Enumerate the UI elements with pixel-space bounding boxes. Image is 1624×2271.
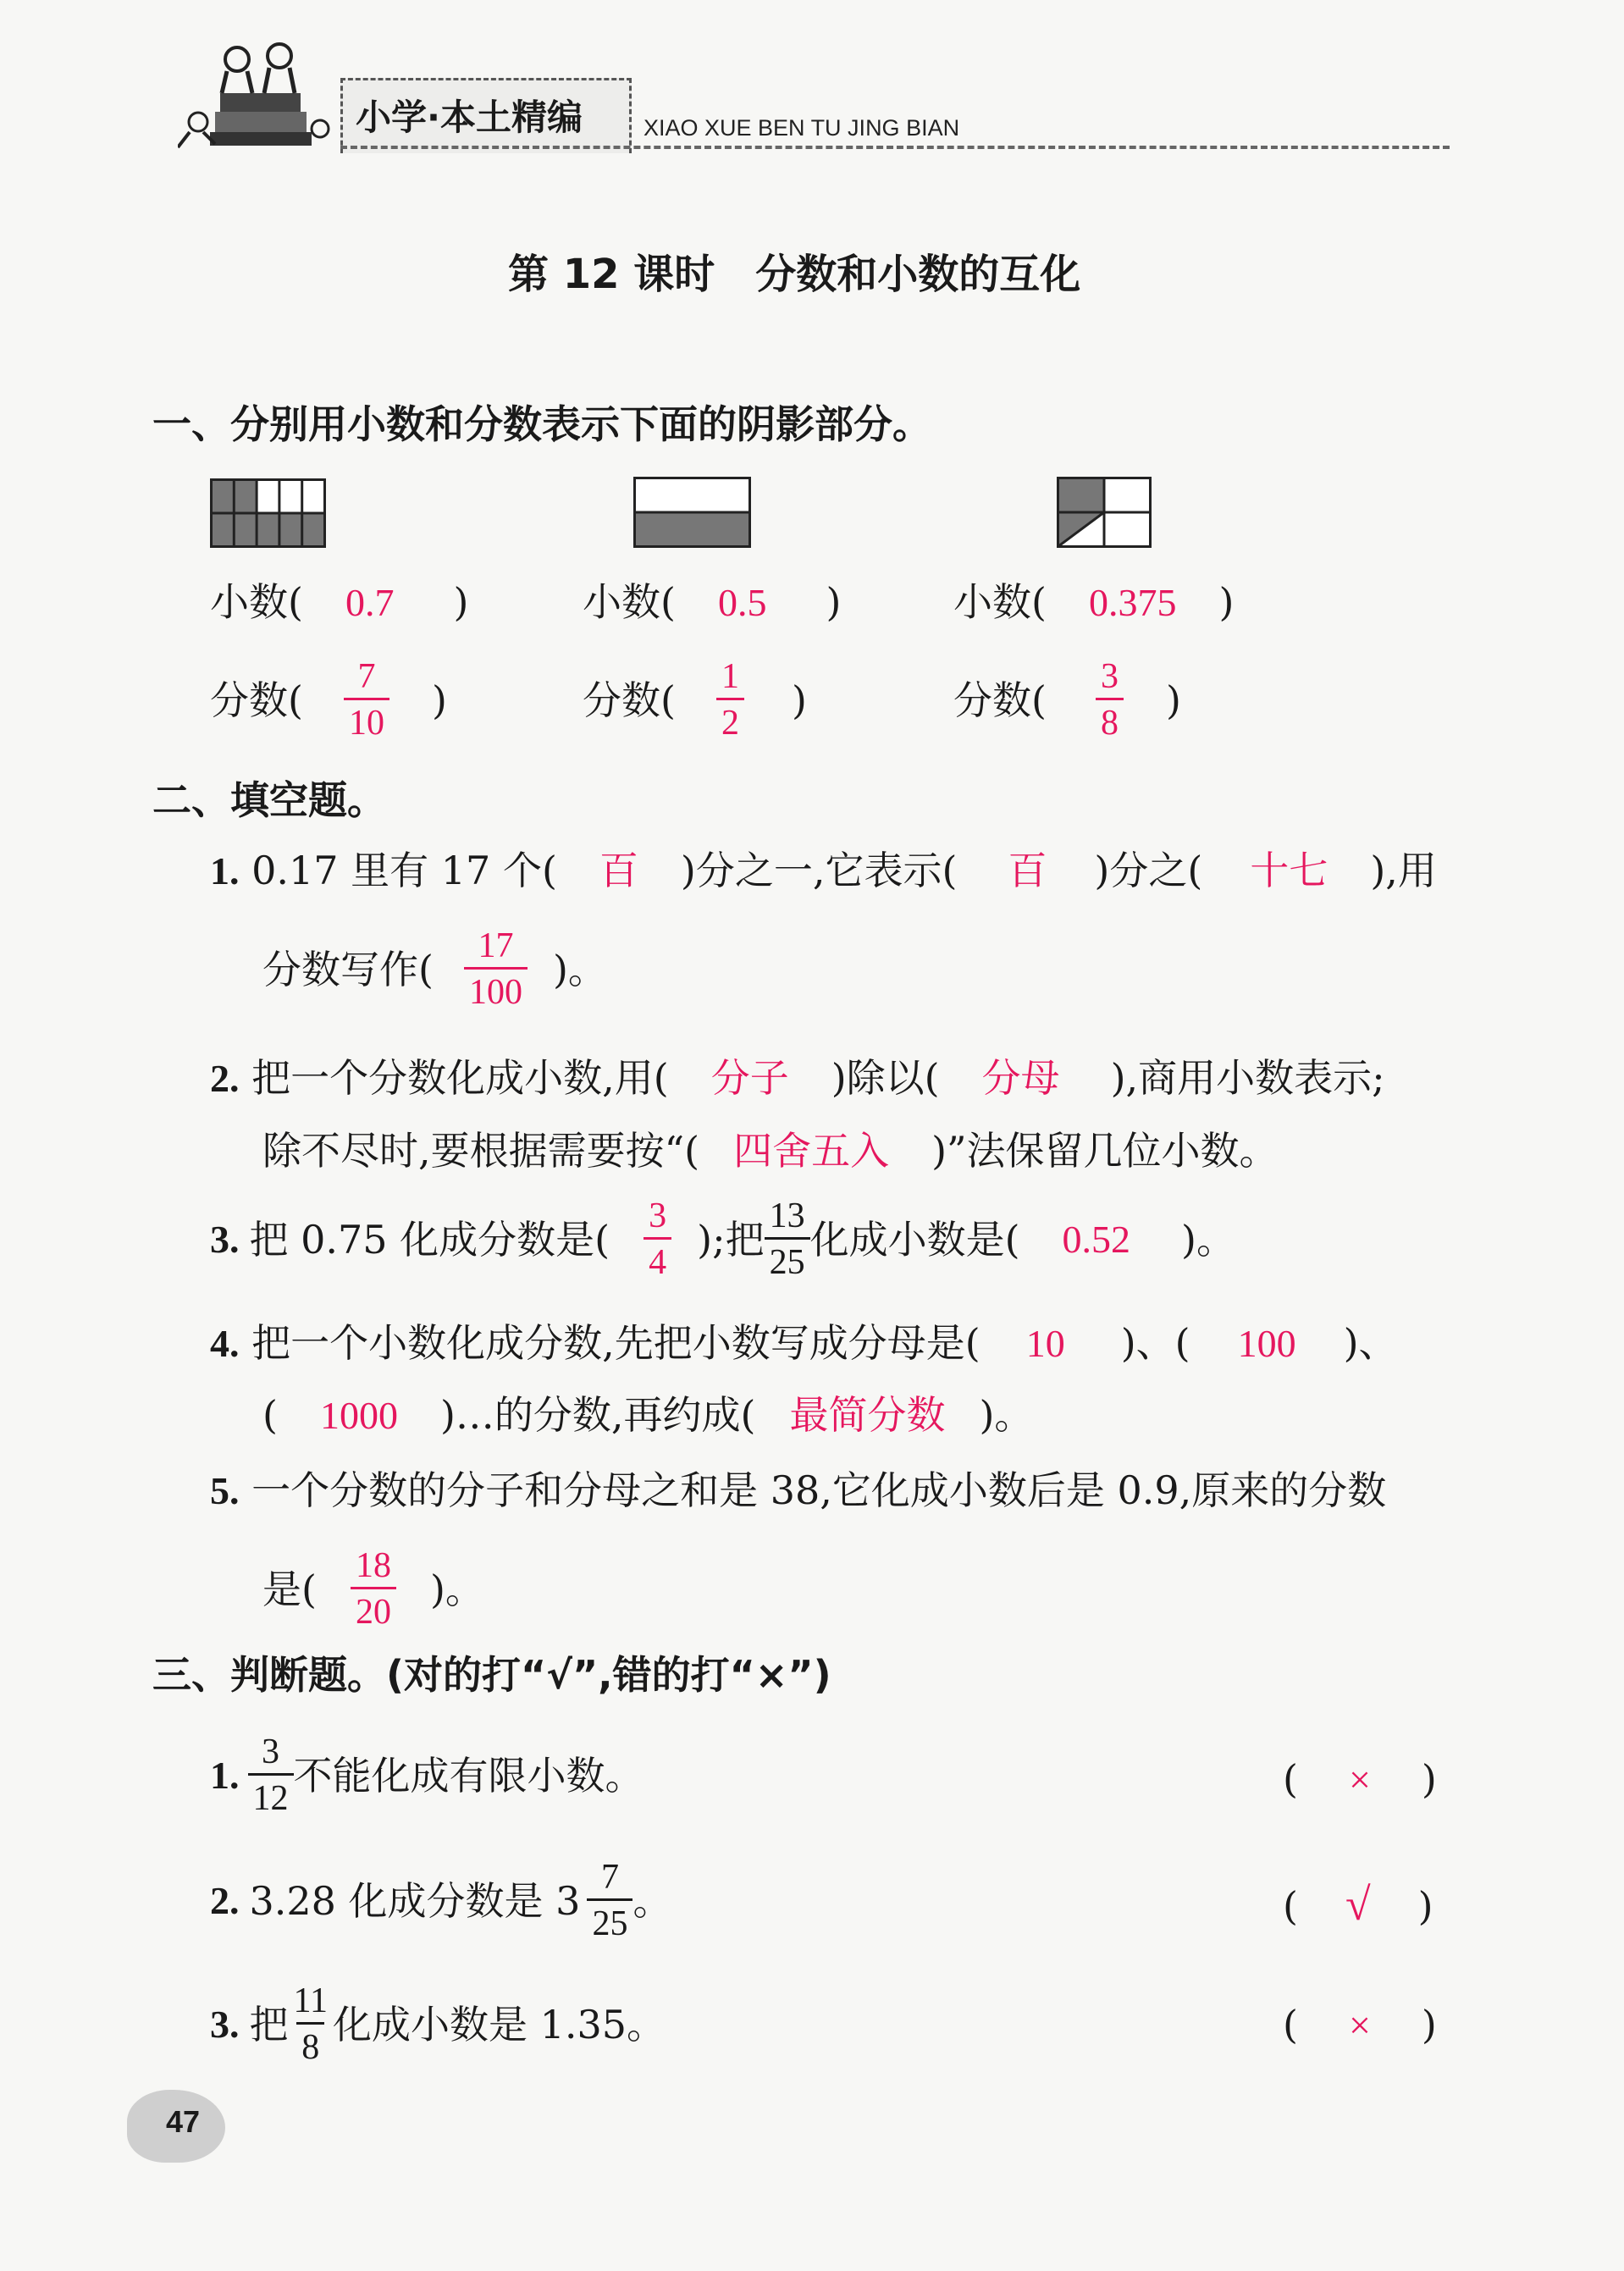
question-text: )分之(: [1094, 848, 1203, 893]
question-text: )…的分数,再约成(: [439, 1392, 756, 1438]
question-text: )分之一,它表示(: [680, 848, 958, 893]
answer-fraction: [644, 1198, 671, 1280]
close-paren: ): [431, 677, 447, 723]
question-text: 。: [632, 1877, 672, 1924]
question-text: )、(: [1120, 1320, 1190, 1366]
answer-blank: 四舍五入: [733, 1130, 890, 1173]
decimal-line-1: [210, 579, 469, 625]
decimal-line-3: [953, 579, 1235, 625]
denominator: 10: [344, 698, 389, 741]
judge-question-1: [210, 1734, 644, 1816]
judge-question-3: [210, 1983, 666, 2065]
judge-question-2: [210, 1859, 671, 1942]
close-paren: ): [1165, 677, 1181, 723]
shaded-grid-figure-1: [210, 478, 326, 548]
judge-answer-1: [1283, 1756, 1437, 1802]
page-number: 47: [166, 2104, 201, 2139]
question-text: 3.28 化成分数是 3: [249, 1877, 581, 1924]
question-text: )。: [1181, 1216, 1235, 1263]
question-text: 不能化成有限小数。: [293, 1752, 644, 1799]
denominator: 2: [716, 698, 744, 741]
decimal-label: 小数(: [583, 579, 676, 625]
fill-question-2-line-1: [210, 1055, 1385, 1101]
question-number: 4.: [210, 1322, 240, 1365]
answer-blank: 分母: [981, 1057, 1060, 1100]
question-text: 分数写作(: [262, 946, 434, 992]
fill-question-4-line-1: [210, 1320, 1398, 1366]
answer-blank: 百: [599, 849, 638, 892]
question-fraction: [248, 1734, 294, 1816]
question-text: 化成小数是(: [809, 1216, 1020, 1263]
close-paren: ): [453, 579, 469, 625]
close-paren: ): [1421, 1756, 1437, 1802]
denominator: 12: [248, 1773, 294, 1816]
question-text: 化成小数是 1.35。: [332, 2001, 666, 2047]
judge-mark: ×: [1348, 1758, 1371, 1801]
question-text: 把一个小数化成分数,先把小数写成分母是(: [251, 1320, 980, 1366]
question-text: )。: [979, 1392, 1034, 1438]
question-number: 3.: [210, 2002, 240, 2046]
lesson-title: 第 12 课时 分数和小数的互化: [508, 251, 1081, 298]
numerator: 3: [1100, 657, 1119, 696]
question-text: )”法保留几位小数。: [931, 1128, 1279, 1174]
answer-blank: 最简分数: [789, 1394, 946, 1437]
numerator: 13: [769, 1196, 805, 1235]
denominator: 25: [765, 1237, 810, 1280]
answer-blank: 0.52: [1062, 1217, 1131, 1261]
header-series-pinyin: XIAO XUE BEN TU JING BIAN: [644, 115, 960, 141]
section1-heading: 一、分别用小数和分数表示下面的阴影部分。: [152, 401, 931, 447]
answer-fraction-2: [716, 659, 744, 741]
fill-question-5-line-1: [210, 1467, 1387, 1513]
question-fraction: [289, 1983, 333, 2065]
denominator: 20: [351, 1587, 396, 1630]
fraction-line-1: [210, 659, 447, 741]
question-number: 3.: [210, 1217, 240, 1261]
header-illustration: [178, 34, 330, 152]
close-paren: ): [1417, 1883, 1433, 1929]
question-text: 0.17 里有 17 个(: [251, 848, 557, 893]
numerator: 1: [721, 657, 739, 696]
close-paren: ): [1421, 2002, 1437, 2047]
question-text: ),商用小数表示;: [1110, 1055, 1385, 1101]
answer-blank: 10: [1025, 1322, 1065, 1365]
denominator: 100: [464, 967, 528, 1010]
close-paren: ): [826, 579, 842, 625]
judge-mark: ×: [1348, 2003, 1371, 2047]
close-paren: ): [1218, 579, 1235, 625]
answer-fraction: [464, 928, 528, 1010]
shaded-grid-figure-2: [633, 477, 751, 548]
fill-question-2-line-2: [262, 1128, 1279, 1174]
numerator: 7: [600, 1858, 619, 1897]
answer-fraction-1: [344, 659, 389, 741]
question-fraction: [587, 1859, 632, 1942]
answer-blank: 100: [1237, 1322, 1296, 1365]
fill-question-3: [210, 1198, 1235, 1280]
answer-blank: 百: [1008, 849, 1047, 892]
decimal-label: 小数(: [953, 579, 1047, 625]
shaded-grid-figure-3: [1057, 477, 1152, 548]
judge-answer-3: [1283, 2002, 1437, 2047]
answer-fraction-3: [1096, 659, 1124, 741]
decimal-line-2: [583, 579, 842, 625]
question-text: )除以(: [831, 1055, 940, 1101]
numerator: 7: [357, 657, 376, 696]
fill-question-1-line-2: [262, 928, 607, 1010]
denominator: 25: [587, 1898, 632, 1942]
numerator: 11: [293, 1981, 328, 2020]
numerator: 3: [649, 1196, 667, 1235]
question-number: 1.: [210, 849, 240, 892]
fraction-line-3: [953, 659, 1181, 741]
question-fraction: [765, 1198, 810, 1280]
answer-fraction: [351, 1548, 396, 1630]
answer-blank: 分子: [710, 1057, 789, 1100]
close-paren: ): [791, 677, 807, 723]
question-text: 一个分数的分子和分母之和是 38,它化成小数后是 0.9,原来的分数: [251, 1467, 1387, 1513]
header-series-title: 小学·本土精编: [356, 97, 583, 138]
question-text: 把 0.75 化成分数是(: [249, 1216, 610, 1263]
answer-blank: 1000: [319, 1394, 398, 1437]
numerator: 18: [355, 1546, 391, 1585]
open-paren: (: [1283, 1883, 1298, 1929]
section2-heading: 二、填空题。: [152, 777, 386, 823]
section3-heading: 三、判断题。(对的打“√”,错的打“×”): [152, 1652, 831, 1698]
decimal-label: 小数(: [210, 579, 303, 625]
fraction-label: 分数(: [953, 677, 1047, 723]
denominator: 8: [1096, 698, 1124, 741]
question-text: )。: [552, 946, 607, 992]
question-text: )。: [429, 1566, 484, 1612]
question-text: 除不尽时,要根据需要按“(: [262, 1128, 700, 1174]
reading-children-icon: [178, 34, 330, 152]
question-text: 是(: [262, 1566, 317, 1612]
question-text: 把一个分数化成小数,用(: [251, 1055, 669, 1101]
question-number: 1.: [210, 1753, 240, 1797]
open-paren: (: [1283, 2002, 1298, 2047]
judge-answer-2: [1283, 1879, 1433, 1930]
question-text: 把: [249, 2001, 289, 2047]
question-text: )、: [1343, 1320, 1398, 1366]
numerator: 17: [478, 926, 514, 965]
fill-question-4-line-2: [262, 1392, 1034, 1438]
header-divider: [340, 146, 1450, 149]
answer-blank: 十七: [1250, 849, 1328, 892]
numerator: 3: [262, 1732, 279, 1771]
answer-decimal-1: 0.7: [345, 581, 395, 624]
question-text: (: [262, 1392, 278, 1438]
fraction-label: 分数(: [583, 677, 676, 723]
question-number: 5.: [210, 1469, 240, 1512]
fraction-line-2: [583, 659, 807, 741]
fill-question-1-line-1: [210, 848, 1437, 893]
question-text: );把: [697, 1216, 765, 1263]
fraction-label: 分数(: [210, 677, 303, 723]
denominator: 8: [296, 2022, 324, 2065]
answer-decimal-2: 0.5: [717, 581, 767, 624]
judge-mark: √: [1345, 1879, 1371, 1930]
open-paren: (: [1283, 1756, 1298, 1802]
question-number: 2.: [210, 1057, 240, 1100]
fill-question-5-line-2: [262, 1548, 484, 1630]
question-number: 2.: [210, 1878, 240, 1922]
denominator: 4: [644, 1237, 671, 1280]
question-text: ),用: [1370, 848, 1437, 893]
answer-decimal-3: 0.375: [1088, 581, 1177, 624]
